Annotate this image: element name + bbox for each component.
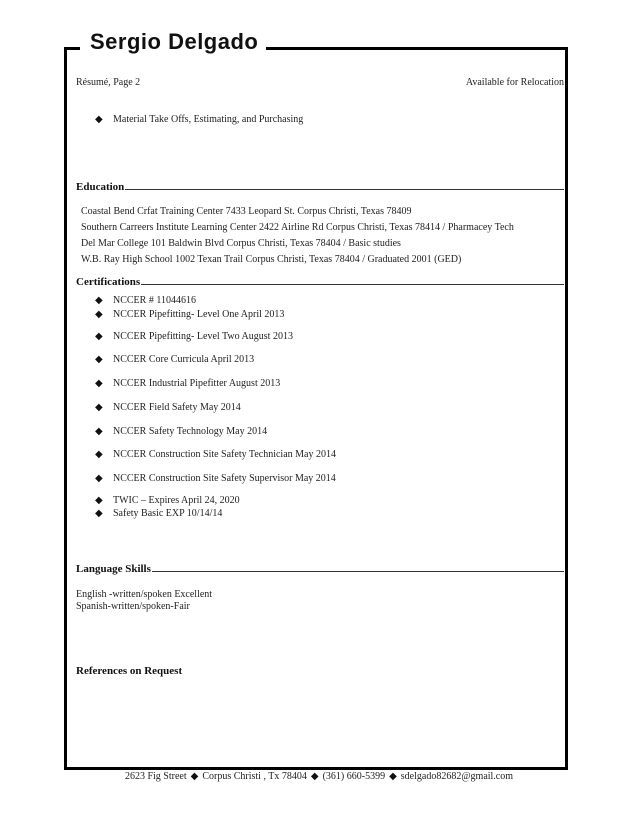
language-line: Spanish-written/spoken-Fair [76, 601, 190, 612]
certification-text: TWIC – Expires April 24, 2020 [113, 495, 240, 506]
certification-item [95, 309, 284, 320]
certification-text: NCCER Field Safety May 2014 [113, 402, 241, 413]
diamond-bullet-icon: ◆ [95, 426, 103, 437]
skill-text: Material Take Offs, Estimating, and Purchasing [113, 114, 304, 125]
certification-text: NCCER Construction Site Safety Supervisor May 2014 [113, 473, 336, 484]
certification-item [95, 426, 267, 437]
education-line: Del Mar College 101 Baldwin Blvd Corpus Christi, Texas 78404 / Basic studies [81, 238, 401, 249]
diamond-bullet-icon: ◆ [95, 331, 103, 342]
skill-item [95, 114, 303, 125]
footer-street: 2623 Fig Street [124, 771, 187, 782]
diamond-bullet-icon: ◆ [95, 309, 103, 320]
certification-item [95, 473, 336, 484]
certification-text: NCCER Pipefitting- Level One April 2013 [113, 309, 285, 320]
footer-phone: (361) 660-5399 [322, 771, 386, 782]
education-heading [76, 181, 564, 193]
diamond-bullet-icon: ◆ [95, 378, 103, 389]
education-title: Education [76, 181, 125, 193]
language-title: Language Skills [76, 563, 151, 575]
education-line: Coastal Bend Crfat Training Center 7433 Leopard St. Corpus Christi, Texas 78409 [81, 206, 412, 217]
heading-rule [152, 571, 564, 572]
diamond-bullet-icon: ◆ [95, 354, 103, 365]
diamond-bullet-icon: ◆ [95, 402, 103, 413]
certification-item [95, 495, 240, 506]
diamond-bullet-icon: ◆ [95, 508, 103, 519]
certification-text: NCCER Industrial Pipefitter August 2013 [113, 378, 281, 389]
name-banner [80, 28, 266, 56]
diamond-bullet-icon: ◆ [95, 495, 103, 506]
heading-rule [125, 189, 564, 190]
education-line: Southern Carreers Institute Learning Center 2422 Airline Rd Corpus Christi, Texas 78414 / Pharmacey Tech [81, 222, 514, 233]
certification-item [95, 449, 336, 460]
diamond-separator-icon: ◆ [190, 771, 199, 782]
language-heading [76, 563, 564, 575]
certification-text: NCCER Core Curricula April 2013 [113, 354, 255, 365]
certification-text: NCCER Pipefitting- Level Two August 2013 [113, 331, 293, 342]
footer-email[interactable]: sdelgado82682@gmail.com [400, 771, 514, 782]
certification-item [95, 295, 196, 306]
certification-text: NCCER Safety Technology May 2014 [113, 426, 268, 437]
contact-footer [0, 771, 638, 782]
diamond-separator-icon: ◆ [389, 771, 397, 782]
certification-text: NCCER # 11044616 [113, 295, 196, 306]
heading-rule [141, 284, 564, 285]
certifications-heading [76, 276, 564, 288]
candidate-name: Sergio Delgado [90, 29, 259, 54]
diamond-bullet-icon: ◆ [95, 295, 103, 306]
footer-city: Corpus Christi , Tx 78404 [202, 771, 307, 782]
certification-text: Safety Basic EXP 10/14/14 [113, 508, 223, 519]
certification-item [95, 378, 280, 389]
references-heading [76, 665, 564, 677]
certification-item [95, 508, 222, 519]
certification-text: NCCER Construction Site Safety Technician May 2014 [113, 449, 336, 460]
page-label: Résumé, Page 2 [76, 77, 141, 88]
diamond-bullet-icon: ◆ [95, 473, 103, 484]
certifications-title: Certifications [76, 276, 141, 288]
relocation-note: Available for Relocation [465, 77, 564, 88]
diamond-bullet-icon: ◆ [95, 449, 103, 460]
language-line: English -written/spoken Excellent [76, 589, 213, 600]
certification-item [95, 402, 241, 413]
certification-item [95, 331, 293, 342]
education-line: W.B. Ray High School 1002 Texan Trail Corpus Christi, Texas 78404 / Graduated 2001 (GED) [81, 254, 462, 265]
certification-item [95, 354, 254, 365]
diamond-bullet-icon: ◆ [95, 114, 103, 125]
references-title: References on Request [76, 665, 183, 677]
diamond-separator-icon: ◆ [310, 771, 319, 782]
